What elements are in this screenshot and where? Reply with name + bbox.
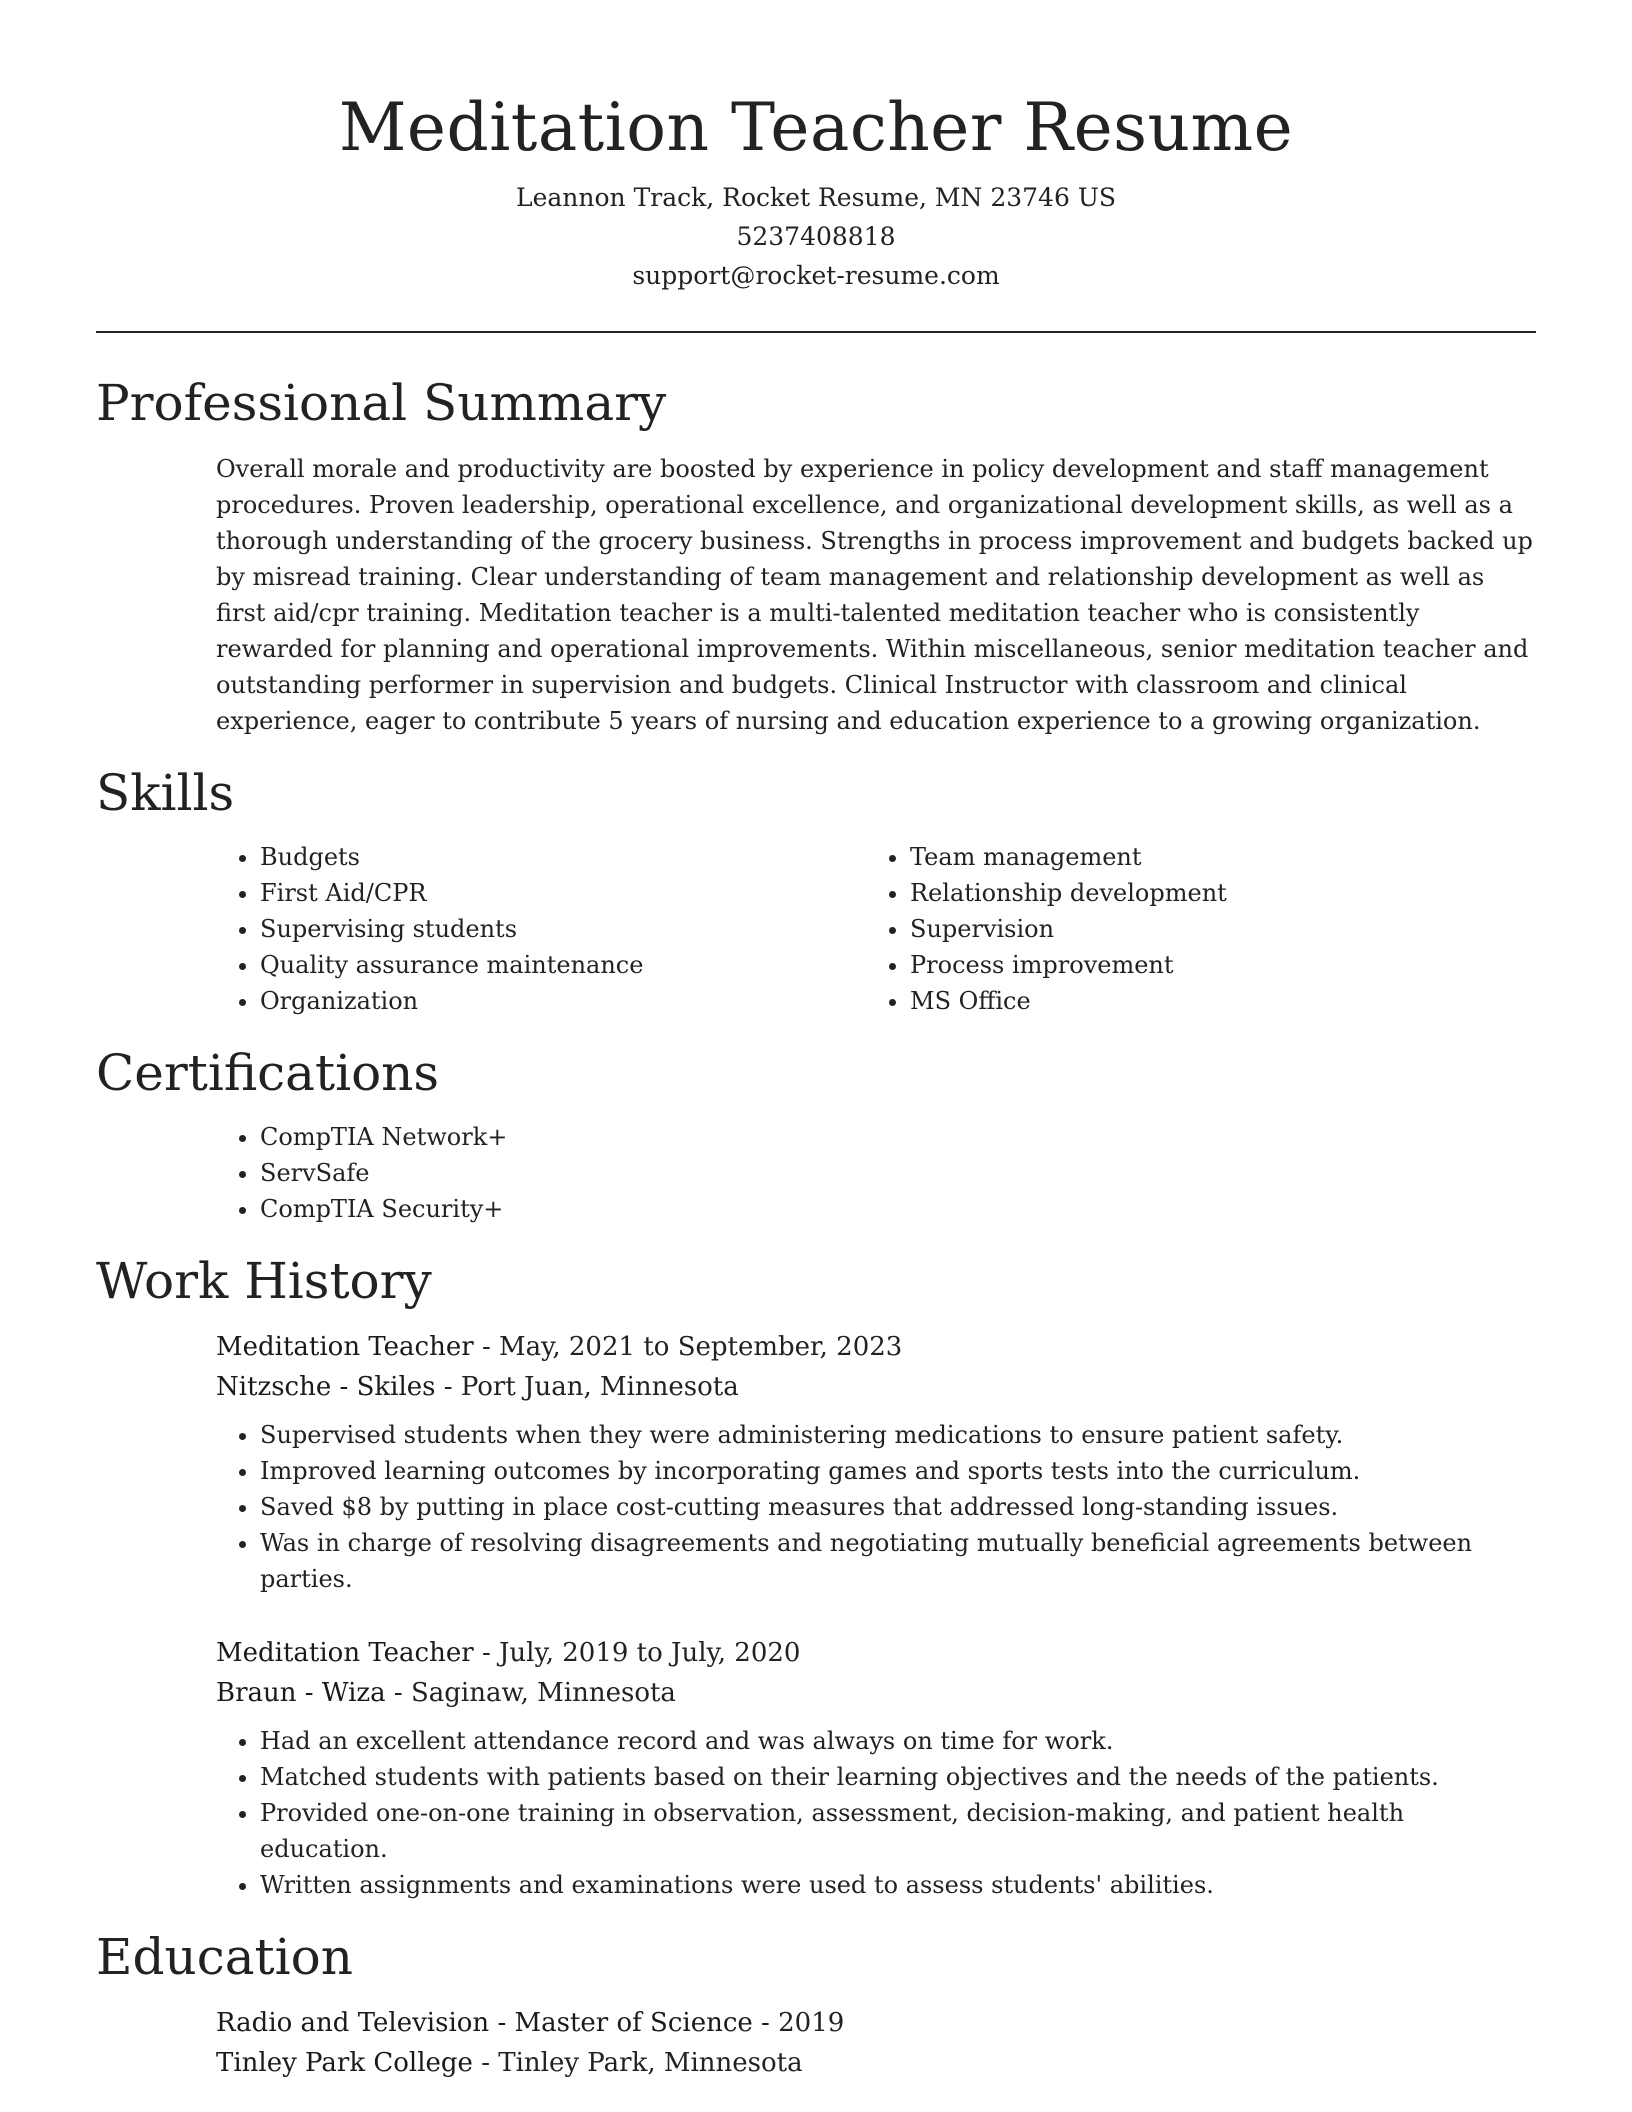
summary-content	[216, 451, 1536, 739]
job-bullet: • Had an excellent attendance record and was always on time for work.	[260, 1723, 1536, 1759]
header-divider	[96, 331, 1536, 333]
skills-column-right	[866, 839, 1516, 1019]
job-entry	[216, 1327, 1536, 1597]
skills-section	[96, 761, 1536, 1019]
skill-item: • First Aid/CPR	[260, 875, 866, 911]
contact-address: Leannon Track, Rocket Resume, MN 23746 US	[515, 183, 1117, 212]
job-company-line	[216, 1673, 1536, 1713]
job-title-line	[216, 1633, 1536, 1673]
job-bullet: • Saved $8 by putting in place cost-cutting measures that addressed long-standing issues.	[260, 1489, 1536, 1525]
education-degree-line	[216, 2003, 1536, 2043]
education-school: Tinley Park College	[216, 2048, 473, 2078]
job-bullet: • Was in charge of resolving disagreements and negotiating mutually beneficial agreements between parties.	[260, 1525, 1536, 1597]
job-bullet: • Improved learning outcomes by incorporating games and sports tests into the curriculum.	[260, 1453, 1536, 1489]
job-company: Nitzsche - Skiles	[216, 1372, 436, 1402]
skills-list-left	[216, 839, 866, 1019]
certifications-heading: Certifications	[96, 1044, 440, 1102]
skills-column-left	[216, 839, 866, 1019]
work-history-heading: Work History	[96, 1252, 432, 1310]
resume-page	[96, 0, 1536, 2083]
job-location: - Port Juan, Minnesota	[435, 1372, 739, 1402]
skills-list-right	[866, 839, 1516, 1019]
skill-item: • Organization	[260, 983, 866, 1019]
certification-item: • CompTIA Network+	[260, 1119, 1536, 1155]
certifications-list	[216, 1119, 1536, 1227]
contact-email: support@rocket-resume.com	[632, 261, 1000, 290]
education-school-line	[216, 2043, 1536, 2083]
education-heading: Education	[96, 1928, 353, 1986]
education-degree: Radio and Television - Master of Science	[216, 2008, 753, 2038]
skill-item: • Supervision	[910, 911, 1516, 947]
certifications-content	[216, 1119, 1536, 1227]
skill-item: • Quality assurance maintenance	[260, 947, 866, 983]
skill-item: • Supervising students	[260, 911, 866, 947]
job-bullets	[216, 1417, 1536, 1597]
skill-item: • MS Office	[910, 983, 1516, 1019]
education-location: - Tinley Park, Minnesota	[472, 2048, 803, 2078]
education-year: - 2019	[752, 2008, 845, 2038]
resume-title: Meditation Teacher Resume	[338, 89, 1294, 166]
job-bullets	[216, 1723, 1536, 1903]
skill-item: • Process improvement	[910, 947, 1516, 983]
job-company: Braun - Wiza	[216, 1678, 386, 1708]
certification-item: • CompTIA Security+	[260, 1191, 1536, 1227]
skill-item: • Budgets	[260, 839, 866, 875]
job-bullet: • Provided one-on-one training in observation, assessment, decision-making, and patient health education.	[260, 1795, 1536, 1867]
job-title: Meditation Teacher	[216, 1332, 474, 1362]
education-content	[216, 2003, 1536, 2083]
skills-heading: Skills	[96, 764, 235, 822]
education-section	[96, 1925, 1536, 2083]
skills-grid	[216, 839, 1536, 1019]
job-bullet: • Supervised students when they were administering medications to ensure patient safety.	[260, 1417, 1536, 1453]
job-company-line	[216, 1367, 1536, 1407]
skill-item: • Relationship development	[910, 875, 1516, 911]
certifications-section	[96, 1041, 1536, 1227]
job-location: - Saginaw, Minnesota	[385, 1678, 676, 1708]
job-bullet: • Written assignments and examinations were used to assess students' abilities.	[260, 1867, 1536, 1903]
contact-phone: 5237408818	[736, 222, 896, 251]
work-history-section	[96, 1249, 1536, 1903]
skill-item: • Team management	[910, 839, 1516, 875]
summary-text: Overall morale and productivity are boosted by experience in policy development and staff management procedures. Proven leadership, operational excellence, and organizational development skills, as well as a thorough understanding of the grocery business. Strengths in process improvement and budgets backed up by misread training. Clear understanding of team management and relationship development as well as first aid/cpr training. Meditation teacher is a multi-talented meditation teacher who is consistently rewarded for planning and operational improvements. Within miscellaneous, senior meditation teacher and outstanding performer in supervision and budgets. Clinical Instructor with classroom and clinical experience, eager to contribute 5 years of nursing and education experience to a growing organization.	[216, 455, 1533, 735]
contact-info	[96, 178, 1536, 295]
job-dates: - July, 2019 to July, 2020	[473, 1638, 801, 1668]
work-history-content	[216, 1327, 1536, 1903]
job-bullet: • Matched students with patients based on their learning objectives and the needs of the patients.	[260, 1759, 1536, 1795]
job-title-line	[216, 1327, 1536, 1367]
summary-heading: Professional Summary	[96, 374, 667, 432]
job-title: Meditation Teacher	[216, 1638, 474, 1668]
job-dates: - May, 2021 to September, 2023	[473, 1332, 903, 1362]
job-entry	[216, 1633, 1536, 1903]
summary-section	[96, 371, 1536, 739]
certification-item: • ServSafe	[260, 1155, 1536, 1191]
